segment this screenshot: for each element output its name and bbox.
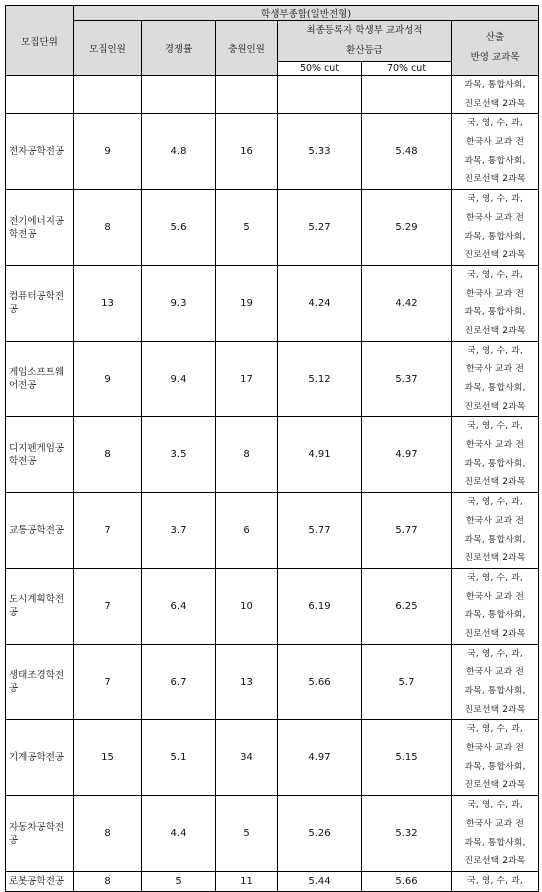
table-row [6,871,539,891]
header-cut50: 50% cut [278,62,362,76]
unit-name-line: 공 [9,304,19,316]
unit-name-line: 게임소프트웨 [9,367,65,378]
subjects-line: 과목, 통합사회, [464,837,526,848]
unit-name-line: 학전공 [9,228,37,240]
unit-name-cell [6,114,74,190]
quota-cell: 15 [74,720,142,796]
subjects-cell [452,493,539,569]
table-row [6,190,539,266]
quota-cell: 9 [74,341,142,417]
subjects-line: 진로선택 2과목 [464,325,526,336]
header-quota: 모집인원 [74,21,142,76]
quota-cell: 13 [74,265,142,341]
table-row [6,644,539,720]
competition-cell: 9.4 [142,341,216,417]
subjects-line: 국, 영, 수, 과, [467,497,523,508]
subjects-cell: 국, 영, 수, 과, [452,871,539,891]
cut50-cell: 5.26 [278,796,362,872]
subjects-line: 진로선택 2과목 [464,553,526,564]
additional-cell: 6 [216,493,278,569]
table-row [6,417,539,493]
unit-name-line: 공 [9,607,19,619]
cut50-cell: 5.77 [278,493,362,569]
cut70-cell: 5.48 [362,114,452,190]
cut50-cell: 5.12 [278,341,362,417]
cut50-cell: 5.27 [278,190,362,266]
cut70-cell: 5.29 [362,190,452,266]
competition-cell: 3.7 [142,493,216,569]
quota-cell: 8 [74,190,142,266]
subjects-cell [452,417,539,493]
unit-name-line: 교통공학전공 [9,525,65,536]
cut70-cell: 4.42 [362,265,452,341]
unit-name-line: 디지펜게임공 [9,442,65,454]
unit-name-line: 기계공학전공 [9,752,65,764]
subjects-line: 국, 영, 수, 과, [467,269,523,280]
subjects-line: 과목, 통합사회, [464,383,526,393]
quota-cell: 8 [74,417,142,493]
quota-cell: 7 [74,493,142,569]
subjects-line: 과목, 통합사회, [464,610,526,621]
unit-name-line: 전기에너지공 [9,215,65,227]
additional-cell: 11 [216,871,278,891]
header-unit: 모집단위 [6,6,74,76]
subjects-line: 국, 영, 수, 과, [467,118,523,129]
subjects-cell [452,644,539,720]
cut70-cell: 5.7 [362,644,452,720]
cut70-cell: 5.15 [362,720,452,796]
header-group: 학생부종합(일반전형) [74,6,539,21]
header-grade-title-line2: 환산등급 [346,45,383,56]
unit-name-line: 공 [9,834,19,846]
cut70-cell: 4.97 [362,417,452,493]
subjects-line: 과목, 통합사회, [464,307,526,318]
unit-name-cell [6,493,74,569]
quota-cell: 8 [74,871,142,891]
header-grade-title [278,21,452,62]
subjects-line: 국, 영, 수, 과, [467,724,523,735]
subjects-line: 국, 영, 수, 과, [467,800,523,811]
competition-cell: 6.4 [142,568,216,644]
cut70-cell: 5.66 [362,871,452,891]
table-row [6,114,539,190]
cut50-cell: 5.66 [278,644,362,720]
unit-name-line: 학전공 [9,455,37,467]
subjects-line: 진로선택 2과목 [464,856,526,867]
subjects-line: 국, 영, 수, 과, [467,648,523,659]
competition-cell: 5.1 [142,720,216,796]
subjects-line: 과목, 통합사회, [464,458,526,469]
subjects-cell [452,190,539,266]
subjects-cell [452,720,539,796]
subjects-line: 진로선택 2과목 [464,401,526,412]
cut70-cell: 5.32 [362,796,452,872]
subjects-line: 과목, 통합사회, [464,761,526,772]
header-calc-line1: 산출 [485,32,505,43]
unit-name-cell [6,341,74,417]
unit-name-cell [6,190,74,266]
subjects-cell [452,341,539,417]
unit-name-line: 생태조경학전 [9,670,65,681]
header-additional: 충원인원 [216,21,278,76]
admission-results-table [5,5,539,892]
competition-cell: 6.7 [142,644,216,720]
cut50-cell: 4.91 [278,417,362,493]
unit-name-line: 공 [9,683,19,694]
subjects-line: 한국사 교과 전 [465,591,525,602]
additional-cell: 16 [216,114,278,190]
quota-cell: 8 [74,796,142,872]
table-row [6,720,539,796]
subjects-line: 진로선택 2과목 [464,704,526,715]
competition-cell: 4.8 [142,114,216,190]
cut50-cell: 6.19 [278,568,362,644]
subjects-line: 한국사 교과 전 [465,667,525,678]
subjects-line: 과목, 통합사회, [464,80,526,90]
cut70-cell: 6.25 [362,568,452,644]
competition-cell: 5 [142,871,216,891]
unit-name-cell [6,417,74,493]
unit-name-cell: 로봇공학전공 [6,871,74,891]
table-row [6,341,539,417]
additional-cell: 5 [216,796,278,872]
cut70-cell: 5.77 [362,493,452,569]
quota-cell: 7 [74,568,142,644]
subjects-line: 진로선택 2과목 [464,98,526,109]
unit-name-cell [6,720,74,796]
subjects-line: 한국사 교과 전 [465,288,525,299]
additional-cell: 5 [216,190,278,266]
subjects-cell [452,76,539,114]
additional-cell: 17 [216,341,278,417]
cut70-cell: 5.37 [362,341,452,417]
subjects-line: 한국사 교과 전 [465,440,525,451]
unit-name-cell [6,265,74,341]
subjects-line: 한국사 교과 전 [465,137,525,148]
subjects-line: 국, 영, 수, 과, [467,345,523,356]
header-grade-title-line1: 최종등록자 학생부 교과성적 [306,25,423,36]
table-row [6,796,539,872]
subjects-line: 한국사 교과 전 [465,364,525,375]
cut50-cell: 5.33 [278,114,362,190]
subjects-line: 한국사 교과 전 [465,743,525,754]
unit-name-line: 전자공학전공 [9,146,65,158]
competition-cell: 3.5 [142,417,216,493]
subjects-cell [452,568,539,644]
subjects-cell [452,114,539,190]
unit-name-line: 어전공 [9,380,37,391]
table-row [6,568,539,644]
additional-cell: 13 [216,644,278,720]
subjects-line: 과목, 통합사회, [464,686,526,696]
header-competition: 경쟁률 [142,21,216,76]
subjects-cell [452,265,539,341]
subjects-line: 진로선택 2과목 [464,174,526,185]
subjects-line: 과목, 통합사회, [464,534,526,545]
cut50-cell: 4.97 [278,720,362,796]
subjects-line: 국, 영, 수, 과, [467,194,523,205]
table-row [6,265,539,341]
table-row-continued [6,76,539,114]
unit-name-cell [6,568,74,644]
additional-cell: 8 [216,417,278,493]
subjects-cell [452,796,539,872]
subjects-line: 국, 영, 수, 과, [467,421,523,432]
quota-cell: 9 [74,114,142,190]
quota-cell: 7 [74,644,142,720]
subjects-line: 진로선택 2과목 [464,477,526,488]
subjects-line: 국, 영, 수, 과, [467,572,523,583]
subjects-line: 한국사 교과 전 [465,515,525,526]
subjects-line: 과목, 통합사회, [464,231,526,242]
unit-name-line: 자동차공학전 [9,821,65,833]
subjects-line: 진로선택 2과목 [464,628,526,639]
header-cut70: 70% cut [362,62,452,76]
header-calc-line2: 반영 교과목 [470,52,520,63]
competition-cell: 5.6 [142,190,216,266]
subjects-line: 과목, 통합사회, [464,155,526,166]
subjects-line: 진로선택 2과목 [464,780,526,791]
unit-name-cell [6,796,74,872]
cut50-cell: 5.44 [278,871,362,891]
header-calc [452,21,539,76]
table-row [6,493,539,569]
competition-cell: 9.3 [142,265,216,341]
additional-cell: 10 [216,568,278,644]
subjects-line: 한국사 교과 전 [465,212,525,223]
additional-cell: 19 [216,265,278,341]
unit-name-line: 도시계획학전 [9,594,65,606]
additional-cell: 34 [216,720,278,796]
subjects-line: 진로선택 2과목 [464,250,526,261]
competition-cell: 4.4 [142,796,216,872]
subjects-line: 한국사 교과 전 [465,818,525,829]
unit-name-cell [6,644,74,720]
cut50-cell: 4.24 [278,265,362,341]
unit-name-line: 컴퓨터공학전 [9,291,65,303]
